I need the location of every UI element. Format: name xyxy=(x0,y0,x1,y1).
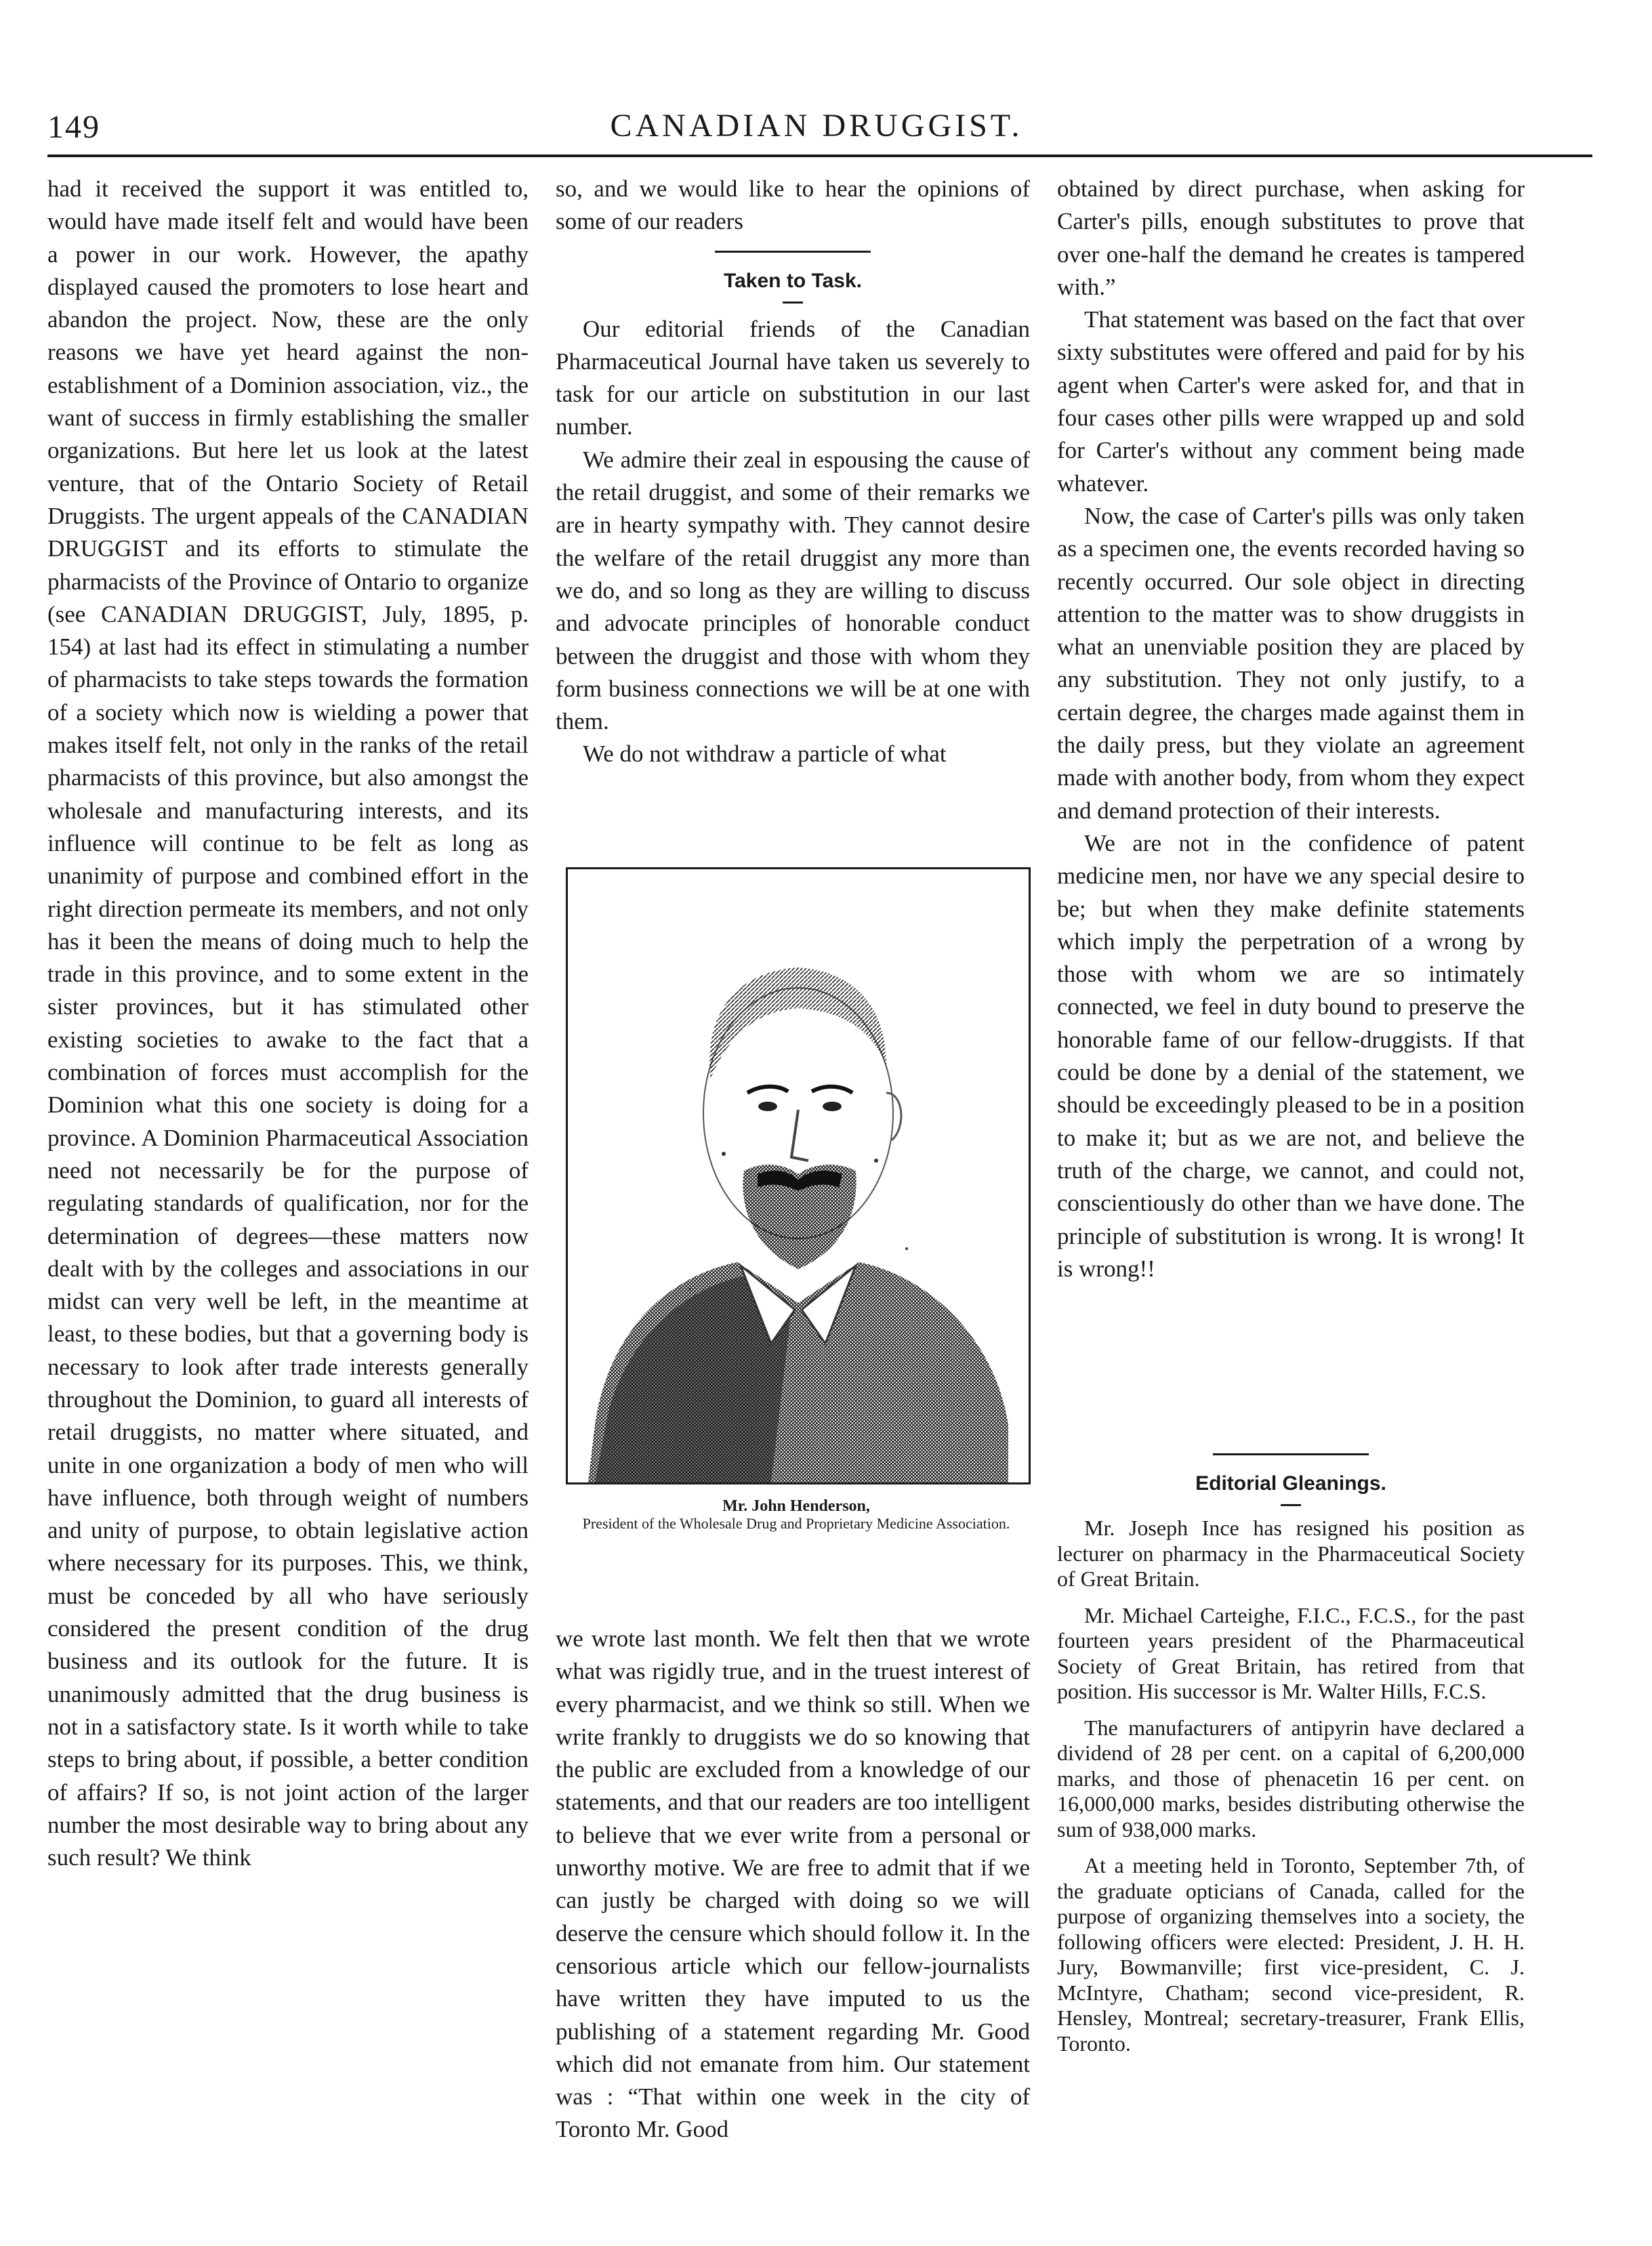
page-header xyxy=(41,102,1592,156)
col2-paragraph: We admire their zeal in espousing the cause of the retail druggist, and some of their remarks we are in hearty sympathy with. They cannot desire the welfare of the retail druggist any more than we do, and so long as they are willing to discuss and advocate principles of honorable conduct between the druggist and those with whom they form business connections we will be at one with them. xyxy=(556,446,1030,735)
col1-paragraph: had it received the support it was entitled to, would have made itself felt and would have been a power in our work. However, the apathy displayed caused the promoters to lose heart and abandon the project. Now, these are the only reasons we have yet heard against the non-establishment of a Dominion association, viz., the want of success in firmly establishing the smaller organizations. But here let us look at the latest venture, that of the Ontario Society of Retail Druggists. The urgent appeals of the CANADIAN DRUGGIST and its efforts to stimulate the pharmacists of the Province of Ontario to organize (see CANADIAN DRUGGIST, July, 1895, p. 154) at last had its effect in stimulating a number of pharmacists to take steps towards the formation of a society which now is wielding a power that makes itself felt, not only in the ranks of the retail pharmacists of this province, but also amongst the wholesale and manufacturing interests, and its influence will continue to be felt as long as unanimity of purpose and combined effort in the right direction permeate its members, and not only has it been the means of doing much to help the trade in this province, and to some extent in the sister provinces, but it has stimulated other existing societies to awake to the fact that a combination of forces must accomplish for the Dominion what this one society is doing for a province. A Dominion Pharmaceutical Association need not necessarily be for the purpose of regulating standards of qualification, nor for the determination of degrees—these matters now dealt with by the colleges and associations in our midst can very well be left, in the meantime at least, to these bodies, but that a governing body is necessary to look after trade interests generally throughout the Dominion, to guard all interests of retail druggists, no matter where situated, and unite in one organization a body of men who will have influence, both through weight of numbers and unity of purpose, to obtain legislative action where necessary for its purposes. This, we think, must be conceded by all who have seriously considered the present condition of the drug business and its outlook for the future. It is unanimously admitted that the drug business is not in a satisfactory state. Is it worth while to take steps to bring about, if possible, a better condition of affairs? If so, is not joint action of the larger number the most desirable way to bring about any such result? We think xyxy=(47,175,529,1871)
gleaning-item: At a meeting held in Toronto, September 7th, of the graduate opticians of Canada, called for the purpose of organizing themselves into a society, the following officers were elected: President, J. H. H. Jury, Bowmanville; first vice-president, C. J. McIntyre, Chatham; second vice-president, R. Hensley, Montreal; secretary-treasurer, Frank Ellis, Toronto. xyxy=(1057,1853,1525,2056)
col3-paragraph: We are not in the confidence of patent medicine men, nor have we any special desire to be; but when they make definite statements which imply the perpetration of a wrong by those with whom we are so intimately connected, we feel in duty bound to preserve the honorable fame of our fellow-druggists. If that could be done by a denial of the statement, we should be exceedingly pleased to be in a position to make it; but as we are not, and believe the truth of the charge, we cannot, and could not, conscientiously do other than we have done. The principle of substitution is wrong. It is wrong! It is wrong!! xyxy=(1057,829,1525,1282)
header-rule xyxy=(47,154,1592,157)
col3-paragraph: That statement was based on the fact that over sixty substitutes were offered and paid for by his agent when Carter's were asked for, and that in four cases other pills were wrapped up and sold for Carter's without any comment being made whatever. xyxy=(1057,306,1525,497)
section-dash xyxy=(1281,1504,1301,1506)
page-number: 149 xyxy=(47,109,100,145)
journal-title: CANADIAN DRUGGIST. xyxy=(610,108,1023,144)
column-1 xyxy=(47,173,529,1874)
gleaning-item: The manufacturers of antipyrin have declared a dividend of 28 per cent. on a capital of 6,200,000 marks, and those of phenacetin 16 per cent. on 16,000,000 marks, besides distributing otherwise the sum of 938,000 marks. xyxy=(1057,1715,1525,1842)
gleaning-item: Mr. Michael Carteighe, F.I.C., F.C.S., for the past fourteen years president of the Pharmaceutical Society of Great Britain, has retired from that position. His successor is Mr. Walter Hills, F.C.S. xyxy=(1057,1602,1525,1703)
section-rule xyxy=(1213,1453,1369,1455)
section-title-taken-to-task: Taken to Task. xyxy=(724,269,862,292)
caption-title: President of the Wholesale Drug and Proprietary Medicine Association. xyxy=(582,1515,1010,1532)
col2-paragraph: We do not withdraw a particle of what xyxy=(583,741,947,768)
gleaning-item: Mr. Joseph Ince has resigned his position as lecturer on pharmacy in the Pharmaceutical Society of Great Britain. xyxy=(1057,1516,1525,1591)
editorial-gleanings xyxy=(1057,1453,1525,2067)
portrait-caption xyxy=(556,1497,1037,1533)
caption-name: Mr. John Henderson, xyxy=(722,1497,870,1515)
column-2 xyxy=(556,173,1030,771)
section-rule xyxy=(715,251,871,253)
section-dash xyxy=(783,301,803,304)
col3-paragraph: obtained by direct purchase, when asking for Carter's pills, enough substitutes to prove that over one-half the demand he creates is tampered with.” xyxy=(1057,175,1525,300)
section-title-editorial-gleanings: Editorial Gleanings. xyxy=(1195,1472,1386,1495)
col2-paragraph: Our editorial friends of the Canadian Pharmaceutical Journal have taken us severely to task for our article on substitution in our last number. xyxy=(556,315,1030,440)
col2-paragraph: we wrote last month. We felt then that we wrote what was rigidly true, and in the truest interest of every pharmacist, and we think so still. When we write frankly to druggists we do so knowing that the public are excluded from a knowledge of our statements, and that our readers are too intelligent to believe that we ever write from a personal or unworthy motive. We are free to admit that if we can justly be charged with doing so we will deserve the censure which should follow it. In the censorious article which our fellow-journalists have written they have imputed to us the publishing of a statement regarding Mr. Good which did not emanate from him. Our statement was : “That within one week in the city of Toronto Mr. Good xyxy=(556,1625,1030,2143)
col3-paragraph: Now, the case of Carter's pills was only taken as a specimen one, the events recorded having so recently occurred. Our sole object in directing attention to the matter was to show druggists in what an unenviable position they are placed by any substitution. They not only justify, to a certain degree, the charges made against them in the daily press, but they violate an agreement made with another body, from whom they expect and demand protection of their interests. xyxy=(1057,502,1525,824)
col2-paragraph-lead: so, and we would like to hear the opinions of some of our readers xyxy=(556,175,1030,235)
column-3 xyxy=(1057,173,1525,1285)
portrait-image xyxy=(566,867,1031,1484)
portrait-engraving xyxy=(568,869,1029,1482)
column-2-continued xyxy=(556,1623,1030,2146)
